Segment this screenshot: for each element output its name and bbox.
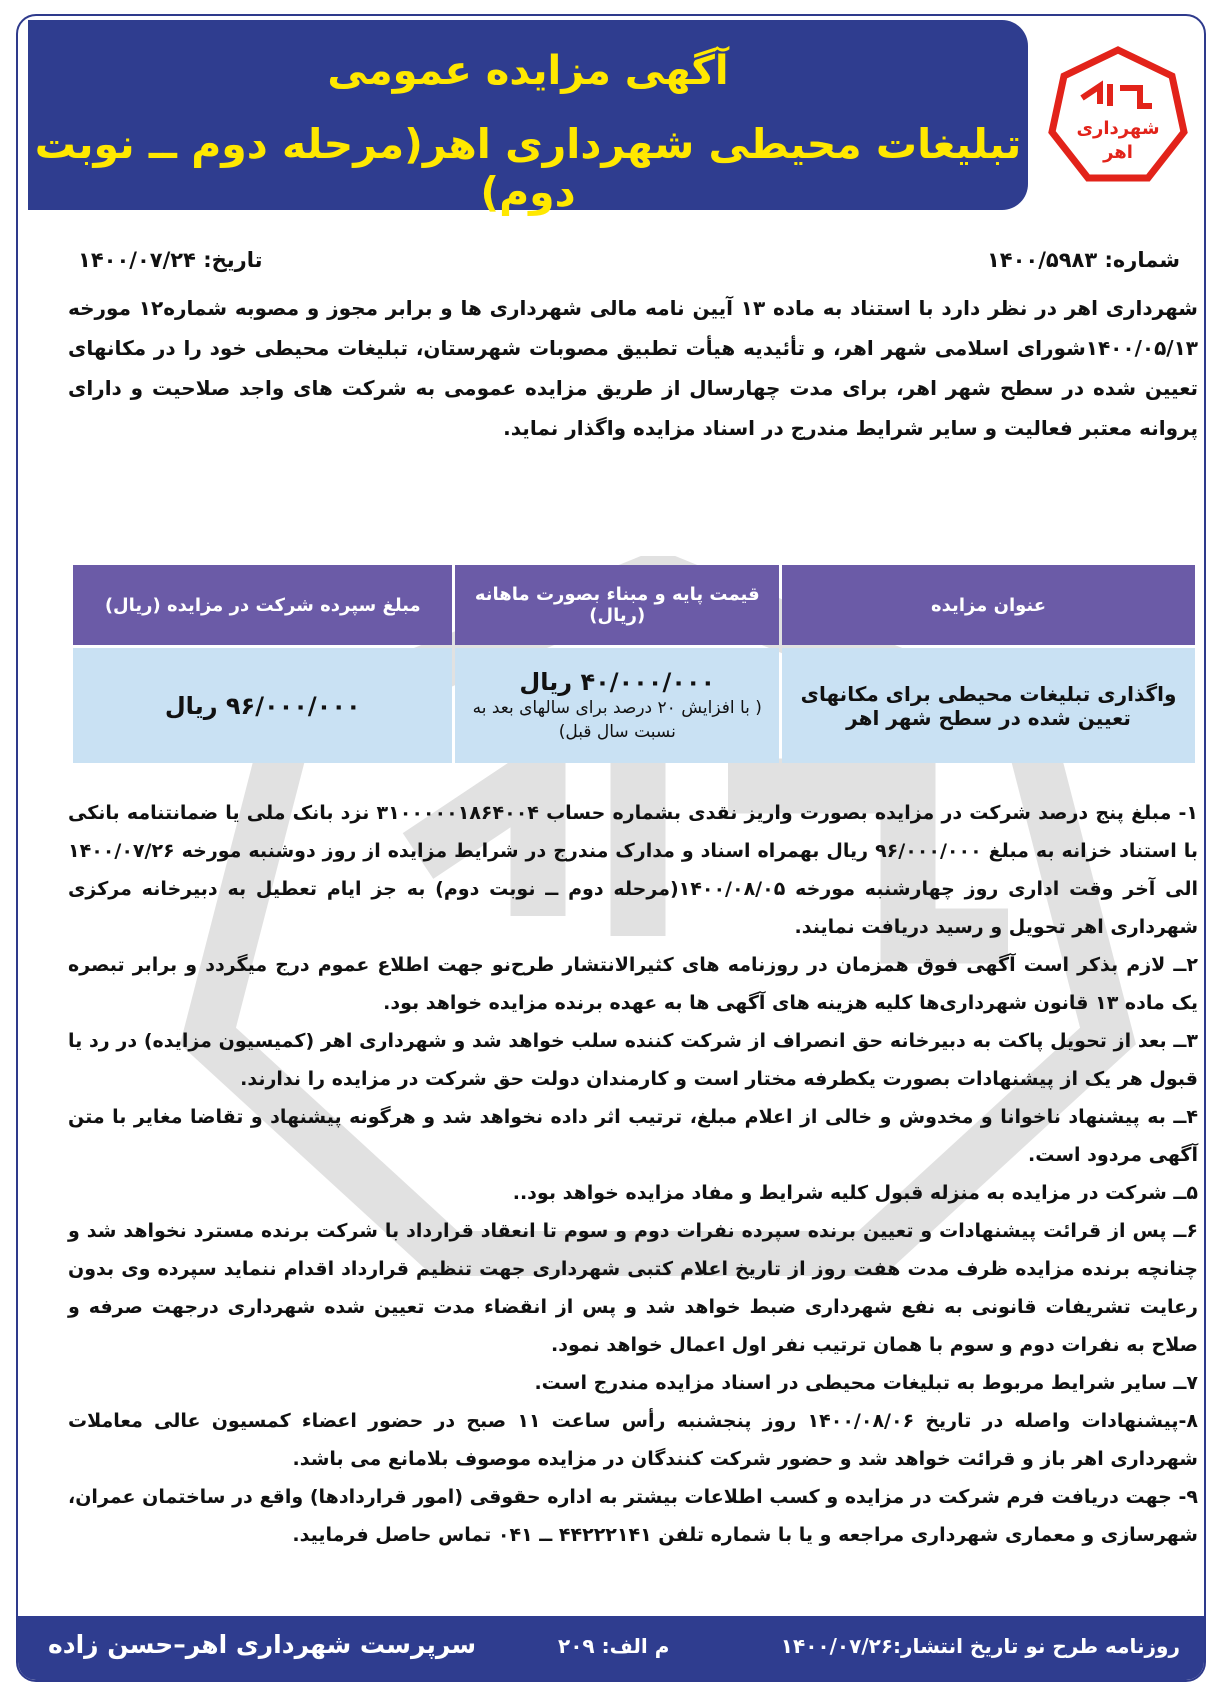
col-header-base-price: قیمت پایه و مبناء بصورت ماهانه (ریال) <box>455 565 779 645</box>
header-banner <box>28 20 1028 216</box>
condition-item: ۳ــ بعد از تحویل پاکت به دبیرخانه حق انصراف از شرکت کننده سلب خواهد شد و شهرداری اهر (کمیسیون مزایده) در رد یا قبول هر یک از پیشنهادات بصورت یکطرفه مختار است و کارمندان دولت حق شرکت در مزایده را ندارند. <box>68 1030 1198 1090</box>
cell-title: واگذاری تبلیغات محیطی برای مکانهای تعیین شده در سطح شهر اهر <box>782 648 1195 763</box>
condition-item: ۵ــ شرکت در مزایده به منزله قبول کلیه شرایط و مفاد مزایده خواهد بود.. <box>512 1182 1198 1204</box>
newspaper-info: روزنامه طرح نو تاریخ انتشار:۱۴۰۰/۰۷/۲۶ <box>780 1634 1180 1658</box>
table-row <box>73 648 1195 763</box>
base-price-note: ( با افزایش ۲۰ درصد برای سالهای بعد به نسبت سال قبل) <box>472 697 762 742</box>
letter-date: تاریخ: ۱۴۰۰/۰۷/۲۴ <box>78 248 263 272</box>
condition-item: ۲ــ لازم بذکر است آگهی فوق همزمان در روزنامه های کثیرالانتشار طرح‌نو جهت اطلاع عموم درج میگردد و برابر تبصره یک ماده ۱۳ قانون شهرداری‌ها کلیه هزینه های آگهی ها به عهده برنده مزایده خواهد بود. <box>68 954 1198 1014</box>
condition-item: ۶ــ پس از قرائت پیشنهادات و تعیین برنده سپرده نفرات دوم و سوم تا انعقاد قرارداد با شرکت برنده مسترد نخواهد شد و چنانچه برنده مزایده ظرف مدت هفت روز از تاریخ اعلام کتبی شهرداری جهت تنظیم قرارداد اقدام ننماید سپرده وی بدون رعایت تشریفات قانونی به نفع شهرداری ضبط خواهد شد و پس از انقضاء مدت تعیین شده شهرداری درجهت صرفه و صلاح به نفرات دوم و سوم با همان ترتیب نفر اول اعمال خواهد نمود. <box>68 1220 1198 1356</box>
col-header-deposit: مبلغ سپرده شرکت در مزایده (ریال) <box>73 565 452 645</box>
condition-item: ۷ــ سایر شرایط مربوط به تبلیغات محیطی در اسناد مزایده مندرج است. <box>534 1372 1198 1394</box>
cell-base-price <box>455 648 779 763</box>
footer-bar <box>18 1616 1204 1682</box>
letter-number: شماره: ۱۴۰۰/۵۹۸۳ <box>986 248 1180 272</box>
signature: سرپرست شهرداری اهر–حسن زاده <box>48 1630 477 1659</box>
base-price-value: ۴۰/۰۰۰/۰۰۰ ریال <box>519 667 716 696</box>
col-header-title: عنوان مزایده <box>782 565 1195 645</box>
condition-item: ۱- مبلغ پنج درصد شرکت در مزایده بصورت واریز نقدی بشماره حساب ۳۱۰۰۰۰۰۱۸۶۴۰۰۴ نزد بانک ملی یا ضمانتنامه بانکی با استناد خزانه به مبلغ ۹۶/۰۰۰/۰۰۰ ریال بهمراه اسناد و مدارک مندرج در شرایط مزایده از روز دوشنبه مورخه ۱۴۰۰/۰۷/۲۶ الی آخر وقت اداری روز چهارشنبه مورخه ۱۴۰۰/۰۸/۰۵(مرحله دوم ــ نوبت دوم) به جز ایام تعطیل به دبیرخانه مرکزی شهرداری اهر تحویل و رسید دریافت نمایند. <box>68 802 1198 938</box>
condition-item: ۴ــ به پیشنهاد ناخوانا و مخدوش و خالی از اعلام مبلغ، ترتیب اثر داده نخواهد شد و هرگونه پیشنهاد و تقاضا مغایر با متن آگهی مردود است. <box>68 1106 1198 1166</box>
title-line-2: تبلیغات محیطی شهرداری اهر(مرحله دوم ــ نوبت دوم) <box>34 120 1022 216</box>
title-line-1: آگهی مزایده عمومی <box>327 48 729 94</box>
ad-code: م الف: ۲۰۹ <box>558 1634 670 1658</box>
condition-item: ۹- جهت دریافت فرم شرکت در مزایده و کسب اطلاعات بیشتر به اداره حقوقی (امور قراردادها) واقع در ساختمان عمران، شهرسازی و معماری شهرداری مراجعه و یا با شماره تلفن ۴۴۲۲۲۱۴۱ ــ ۰۴۱ تماس حاصل فرمایید. <box>68 1486 1198 1546</box>
logo-text-2: اهر <box>1103 142 1133 163</box>
condition-item: ۸-پیشنهادات واصله در تاریخ ۱۴۰۰/۰۸/۰۶ روز پنجشنبه رأس ساعت ۱۱ صبح در حضور اعضاء کمسیون عالی معاملات شهرداری اهر باز و قرائت خواهد شد و حضور شرکت کنندگان در مزایده موصوف بلامانع می باشد. <box>68 1410 1199 1470</box>
municipality-logo <box>1048 46 1188 186</box>
logo-text-1: شهرداری <box>1076 118 1160 139</box>
intro-paragraph: شهرداری اهر در نظر دارد با استناد به ماده ۱۳ آیین نامه مالی شهرداری ها و برابر مجوز و مصوبه شماره۱۲ مورخه ۱۴۰۰/۰۵/۱۳شورای اسلامی شهر اهر، و تأئیدیه هیأت تطبیق مصوبات شهرستان، تبلیغات محیطی خود را در مکانهای تعیین شده در سطح شهر اهر، برای مدت چهارسال از طریق مزایده عمومی به شرکت های واجد صلاحیت و دارای پروانه معتبر فعالیت و سایر شرایط مندرج در اسناد مزایده واگذار نماید. <box>68 296 1198 440</box>
auction-table <box>70 562 1198 766</box>
cell-deposit: ۹۶/۰۰۰/۰۰۰ ریال <box>73 648 452 763</box>
conditions-list <box>68 794 1198 1554</box>
table-header-row <box>73 565 1195 645</box>
notice-frame <box>16 14 1206 1682</box>
